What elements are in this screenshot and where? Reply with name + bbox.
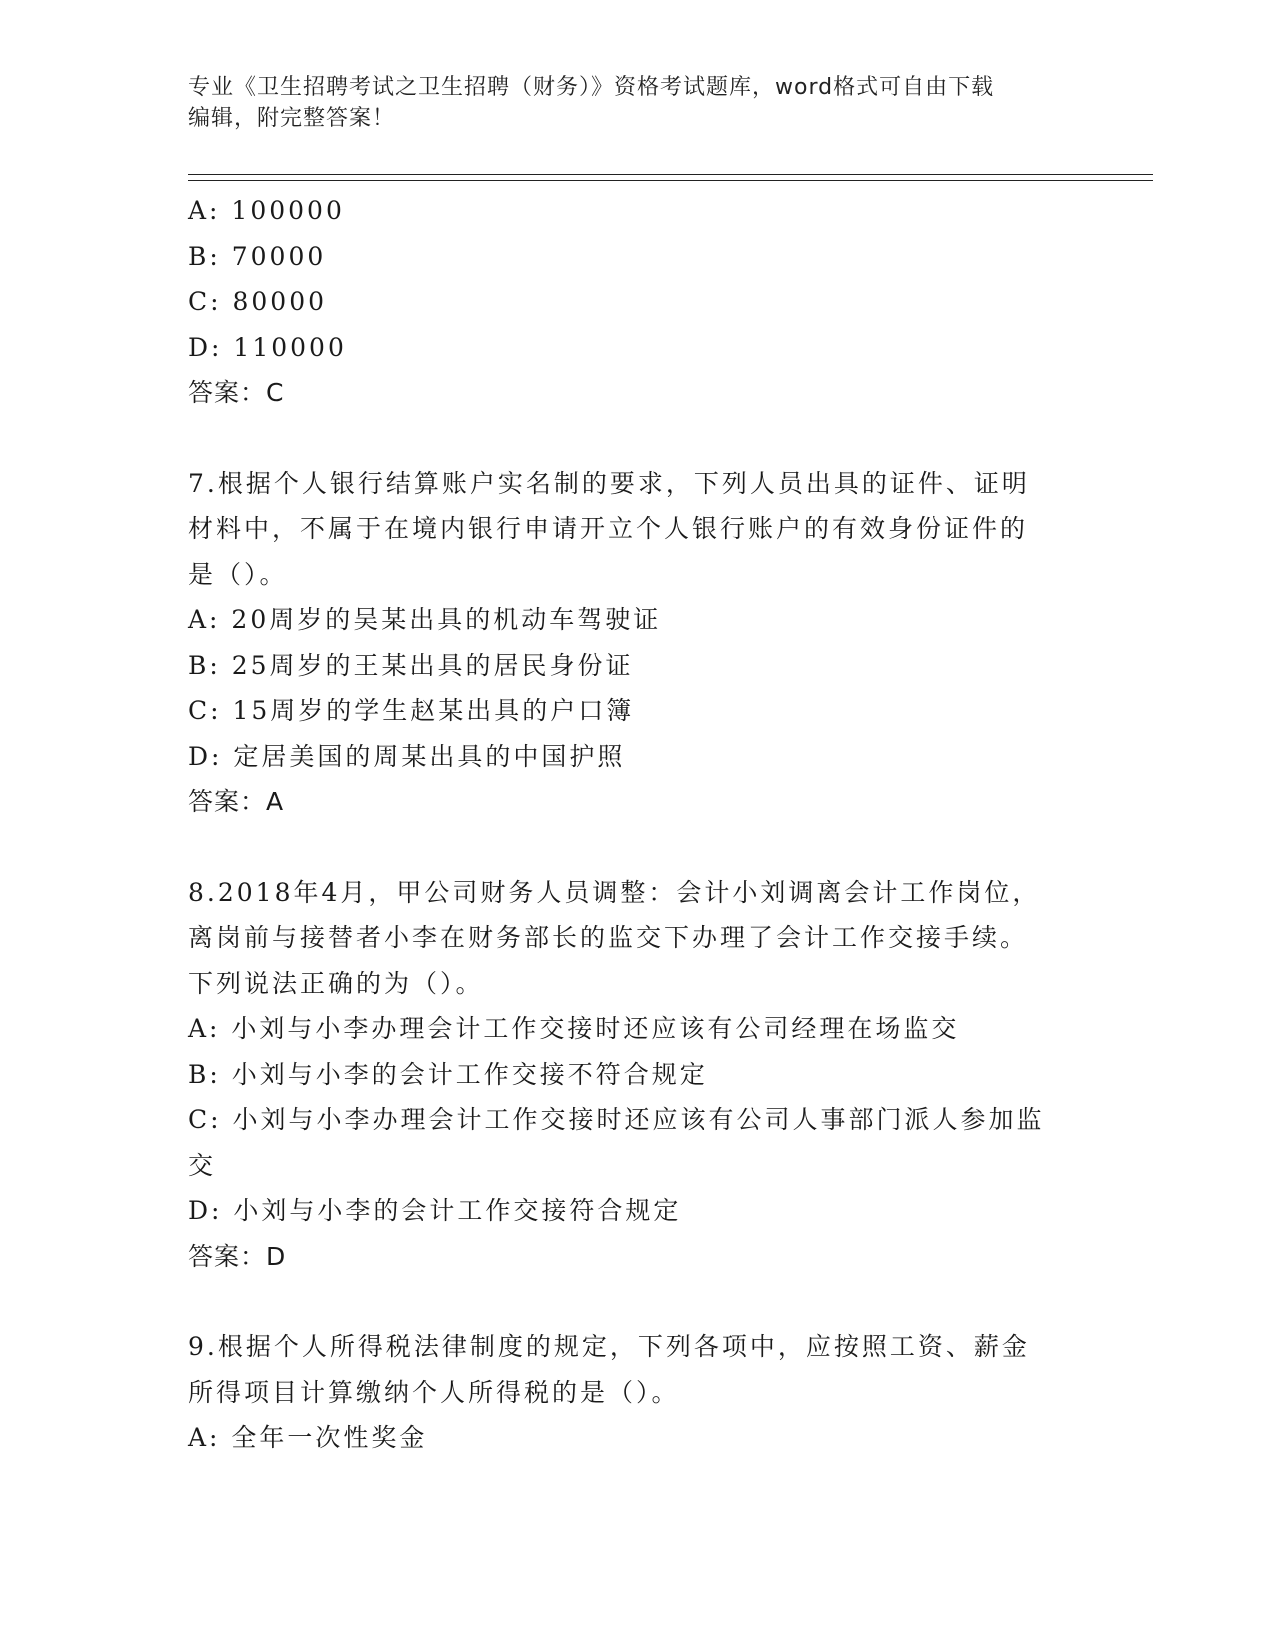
document-header [188,72,1068,134]
option-a: A: 20周岁的吴某出具的机动车驾驶证 [188,605,662,634]
question-stem-line: 9.根据个人所得税法律制度的规定，下列各项中，应按照工资、薪金 [188,1332,1030,1361]
option-c-continued: 交 [188,1150,217,1180]
option-c: C: 80000 [188,287,328,316]
question-7-block [188,461,1088,825]
spacer [188,416,1088,461]
header-rule-bottom [188,180,1153,181]
header-line-2: 编辑，附完整答案！ [188,106,396,131]
option-b: B: 70000 [188,241,327,271]
answer-line: 答案：A [188,787,285,816]
question-content [188,188,1088,1461]
question-6-block [188,188,1088,416]
answer-line: 答案：C [188,378,285,407]
option-c: C: 15周岁的学生赵某出具的户口簿 [188,696,635,725]
option-a: A: 小刘与小李办理会计工作交接时还应该有公司经理在场监交 [188,1014,960,1043]
option-b: B: 小刘与小李的会计工作交接不符合规定 [188,1059,708,1089]
question-stem-line: 材料中，不属于在境内银行申请开立个人银行账户的有效身份证件的 [188,514,1029,543]
question-stem-line: 7.根据个人银行结算账户实名制的要求，下列人员出具的证件、证明 [188,468,1030,498]
header-rule-top [188,174,1153,175]
question-stem-line: 下列说法正确的为（）。 [188,968,484,998]
spacer [188,825,1088,870]
question-stem-line: 离岗前与接替者小李在财务部长的监交下办理了会计工作交接手续。 [188,923,1029,952]
option-d: D: 110000 [188,332,347,362]
option-d: D: 定居美国的周某出具的中国护照 [188,741,626,771]
question-stem-line: 所得项目计算缴纳个人所得税的是（）。 [188,1377,680,1407]
question-9-block [188,1324,1088,1461]
option-a: A: 全年一次性奖金 [188,1423,428,1452]
option-c: C: 小刘与小李办理会计工作交接时还应该有公司人事部门派人参加监 [188,1105,1045,1134]
option-b: B: 25周岁的王某出具的居民身份证 [188,650,634,680]
spacer [188,1279,1088,1324]
header-line-1: 专业《卫生招聘考试之卫生招聘（财务）》资格考试题库，word格式可自由下载 [188,75,995,100]
question-stem-line: 是（）。 [188,559,288,589]
question-8-block [188,870,1088,1280]
answer-line: 答案：D [188,1241,287,1271]
option-d: D: 小刘与小李的会计工作交接符合规定 [188,1196,682,1225]
question-stem-line: 8.2018年4月，甲公司财务人员调整：会计小刘调离会计工作岗位， [188,877,1041,907]
option-a: A: 100000 [188,196,345,225]
